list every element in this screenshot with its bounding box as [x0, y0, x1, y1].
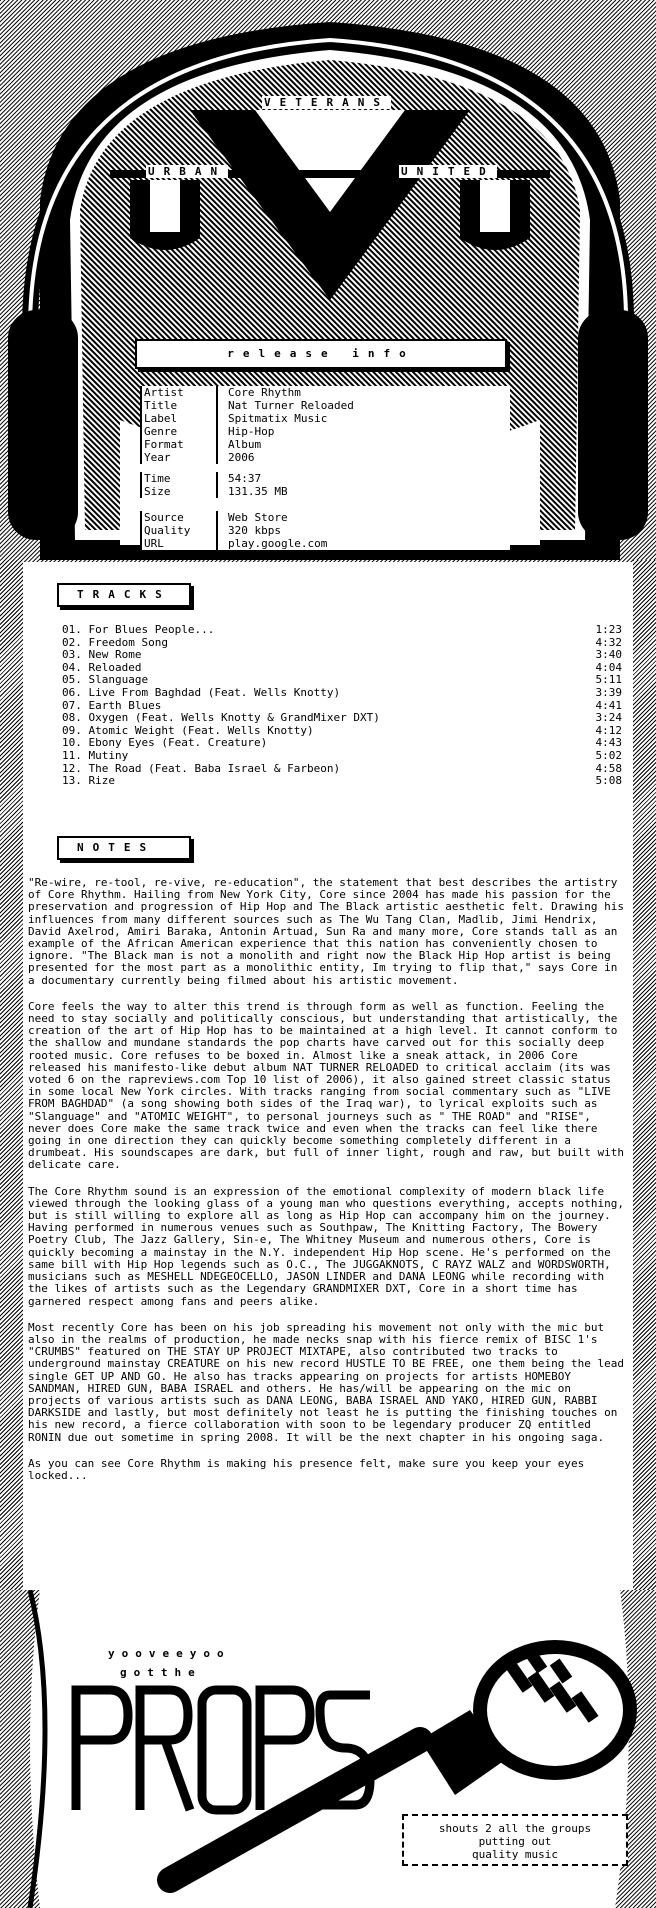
track-title: 02. Freedom Song [62, 635, 168, 649]
footer-line1: yooveeyoo [108, 1647, 231, 1660]
info-value: 2006 [228, 451, 255, 464]
track-title: 11. Mutiny [62, 748, 129, 762]
track-title: 12. The Road (Feat. Baba Israel & Farbeon) [62, 761, 341, 775]
release-info-title: release info [227, 347, 415, 360]
track-title: 07. Earth Blues [62, 698, 162, 712]
track-row [62, 737, 622, 750]
shout-line: putting out [478, 1835, 552, 1848]
track-time: 3:40 [595, 648, 622, 662]
release-info-box [135, 339, 507, 369]
track-title: 03. New Rome [62, 648, 142, 662]
track-time: 5:08 [595, 774, 622, 788]
track-time: 4:43 [595, 736, 622, 750]
tracks-header [57, 583, 191, 607]
info-key: Quality [140, 524, 216, 537]
track-row [62, 775, 622, 788]
info-key: Artist [140, 386, 216, 399]
info-row-label [140, 412, 510, 425]
info-row-size [140, 485, 510, 498]
info-value: Web Store [228, 511, 288, 524]
info-key: Label [140, 412, 216, 425]
track-row [62, 649, 622, 662]
info-key: Size [140, 485, 216, 498]
track-title: 10. Ebony Eyes (Feat. Creature) [62, 736, 268, 750]
release-info-source [140, 511, 510, 550]
info-value: Album [228, 438, 262, 451]
info-key: Genre [140, 425, 216, 438]
info-value[interactable]: play.google.com [228, 537, 328, 550]
info-row-format [140, 438, 510, 451]
notes-paragraph: "Re-wire, re-tool, re-vive, re-education", the statement that best describes the artistry of Core Rhythm. Hailing from New York City, Core since 2004 has made his passion for the preservation and progression of Hip Hop and The Black artistic aesthetic felt. Drawing his influences from many different sources such as The Wu Tang Clan, Madlib, Jimi Hendrix, David Axelrod, Amiri Baraka, Antonin Artuad, Sun Ra and many more, Core stands tall as an example of the African American experience that this nation has conveniently chosen to ignore. "The Black man is not a monolith and right now the Black Hip Hop artist is being presented for the most part as a monolithic entity, Im trying to flip that," says Core in a documentary currently being filmed about his artistic movement. [28, 876, 625, 987]
track-row [62, 712, 622, 725]
track-time: 4:32 [595, 635, 622, 649]
notes-paragraph: Core feels the way to alter this trend is through form as well as function. Feeling the need to stay socially and politically conscious, but understanding that artistically, the creation of the art of Hip Hop has to be maintained at a high level. It cannot conform to the shallow and mundane standards the pop charts have carved out for this socially deep rooted music. Core refuses to be boxed in. Almost like a sneak attack, in 2006 Core released his manifesto-like debut album NAT TURNER RELOADED to critical acclaim (its was voted 6 on the rapreviews.com Top 10 list of 2006), it also gained street classic status in some local New York circles. With tracks ranging from social commentary such as "LIVE FROM BAGHDAD" (a song showing both sides of the Iraq war), to lyrical exploits such as "Slanguage" and "ATOMIC WEIGHT", to personal journeys such as " THE ROAD" and "RISE", never does Core make the same track twice and even when the tracks can feel like there going in one direction they can quickly become something completely different in a drumbeat. His soundscapes are dark, but full of inner light, rough and raw, but built with delicate care. [28, 999, 625, 1172]
right-border-pattern [633, 560, 656, 1590]
info-row-time [140, 472, 510, 485]
info-value: Spitmatix Music [228, 412, 328, 425]
veterans-label: VETERANS [264, 96, 389, 109]
left-border-pattern [0, 560, 23, 1590]
track-title: 09. Atomic Weight (Feat. Wells Knotty) [62, 723, 314, 737]
release-info-main [140, 386, 510, 464]
track-row [62, 763, 622, 776]
notes-paragraph: The Core Rhythm sound is an expression of the emotional complexity of modern black life viewed through the looking glass of a young man who questions everything, accepts nothing, but is still willing to explore all as long as Hip Hop can accompany him on the journey. Having performed in numerous venues such as Southpaw, The Knitting Factory, The Bowery Poetry Club, The Jazz Gallery, Sin-e, The Whitney Museum and numerous others, Core is quickly becoming a mainstay in the N.Y. independent Hip Hop scene. He's performed on the same bill with Hip Hop legends such as O.C., The JUGGAKNOTS, C RAYZ WALZ and WORDSWORTH, musicians such as MESHELL NDEGEOCELLO, JASON LINDER and DANA LEONG while recording with the likes of artists such as the Legendary GRANDMIXER DXT, Core in a short time has garnered respect among fans and peers alike. [28, 1184, 625, 1308]
info-row-artist [140, 386, 510, 399]
shout-line: shouts 2 all the groups [438, 1822, 592, 1835]
track-title: 05. Slanguage [62, 673, 149, 687]
info-value: Nat Turner Reloaded [228, 399, 354, 412]
track-title: 13. Rize [62, 774, 115, 788]
info-row-url [140, 537, 510, 550]
info-row-quality [140, 524, 510, 537]
track-time: 4:41 [595, 698, 622, 712]
info-key: Format [140, 438, 216, 451]
track-title: 06. Live From Baghdad (Feat. Wells Knotty) [62, 685, 341, 699]
info-value: 320 kbps [228, 524, 281, 537]
track-row [62, 687, 622, 700]
track-title: 08. Oxygen (Feat. Wells Knotty & GrandMixer DXT) [62, 711, 380, 725]
track-row [62, 624, 622, 637]
united-label: UNITED [401, 165, 495, 178]
notes-header [57, 836, 191, 860]
info-value: 54:37 [228, 472, 262, 485]
shout-box [402, 1814, 628, 1866]
info-key: Time [140, 472, 216, 485]
info-key: Year [140, 451, 216, 464]
info-row-year [140, 451, 510, 464]
info-key: Source [140, 511, 216, 524]
track-row [62, 750, 622, 763]
track-time: 5:02 [595, 748, 622, 762]
urban-label: URBAN [148, 165, 227, 178]
notes-paragraph: As you can see Core Rhythm is making his presence felt, make sure you keep your eyes locked... [28, 1456, 585, 1482]
info-key: Title [140, 399, 216, 412]
release-info-size [140, 472, 510, 498]
info-row-source [140, 511, 510, 524]
track-time: 5:11 [595, 673, 622, 687]
tracklist [62, 624, 622, 788]
track-time: 3:24 [595, 711, 622, 725]
info-value: Hip-Hop [228, 425, 275, 438]
footer-line2: gotthe [120, 1666, 202, 1679]
notes-body [28, 877, 628, 1496]
track-time: 4:12 [595, 723, 622, 737]
track-time: 4:58 [595, 761, 622, 775]
info-key: URL [140, 537, 216, 550]
info-row-title [140, 399, 510, 412]
notes-paragraph: Most recently Core has been on his job spreading his movement not only with the mic but also in the realms of production, he made necks snap with his fierce remix of BISC 1's "CRUMBS" featured on THE STAY UP PROJECT MIXTAPE, also contributed two tracks to underground mainstay CREATURE on his new record HUSTLE TO BE FREE, one them being the lead single GET UP AND GO. He also has tracks appearing on projects for artists HOMEBOY SANDMAN, HIRED GUN, BABA ISRAEL and others. He has/will be appearing on the mic on projects of various artists such as DANA LEONG, BABA ISRAEL AND YAKO, HIRED GUN, RABBI DARKSIDE and lastly, but most definitely not least he is putting the finishing touches on his new record, a fierce collaboration with soon to be legendary producer ZQ entitled RONIN due out sometime in spring 2008. It will be the next chapter in his ongoing saga. [28, 1320, 625, 1444]
track-time: 3:39 [595, 685, 622, 699]
shout-line: quality music [471, 1848, 559, 1861]
track-time: 1:23 [595, 623, 622, 636]
track-title: 04. Reloaded [62, 660, 142, 674]
info-value: Core Rhythm [228, 386, 301, 399]
info-value: 131.35 MB [228, 485, 288, 498]
track-time: 4:04 [595, 660, 622, 674]
tracks-title: TRACKS [77, 588, 171, 601]
track-row [62, 637, 622, 650]
track-title: 01. For Blues People... [62, 623, 215, 636]
info-row-genre [140, 425, 510, 438]
notes-title: NOTES [77, 841, 156, 854]
